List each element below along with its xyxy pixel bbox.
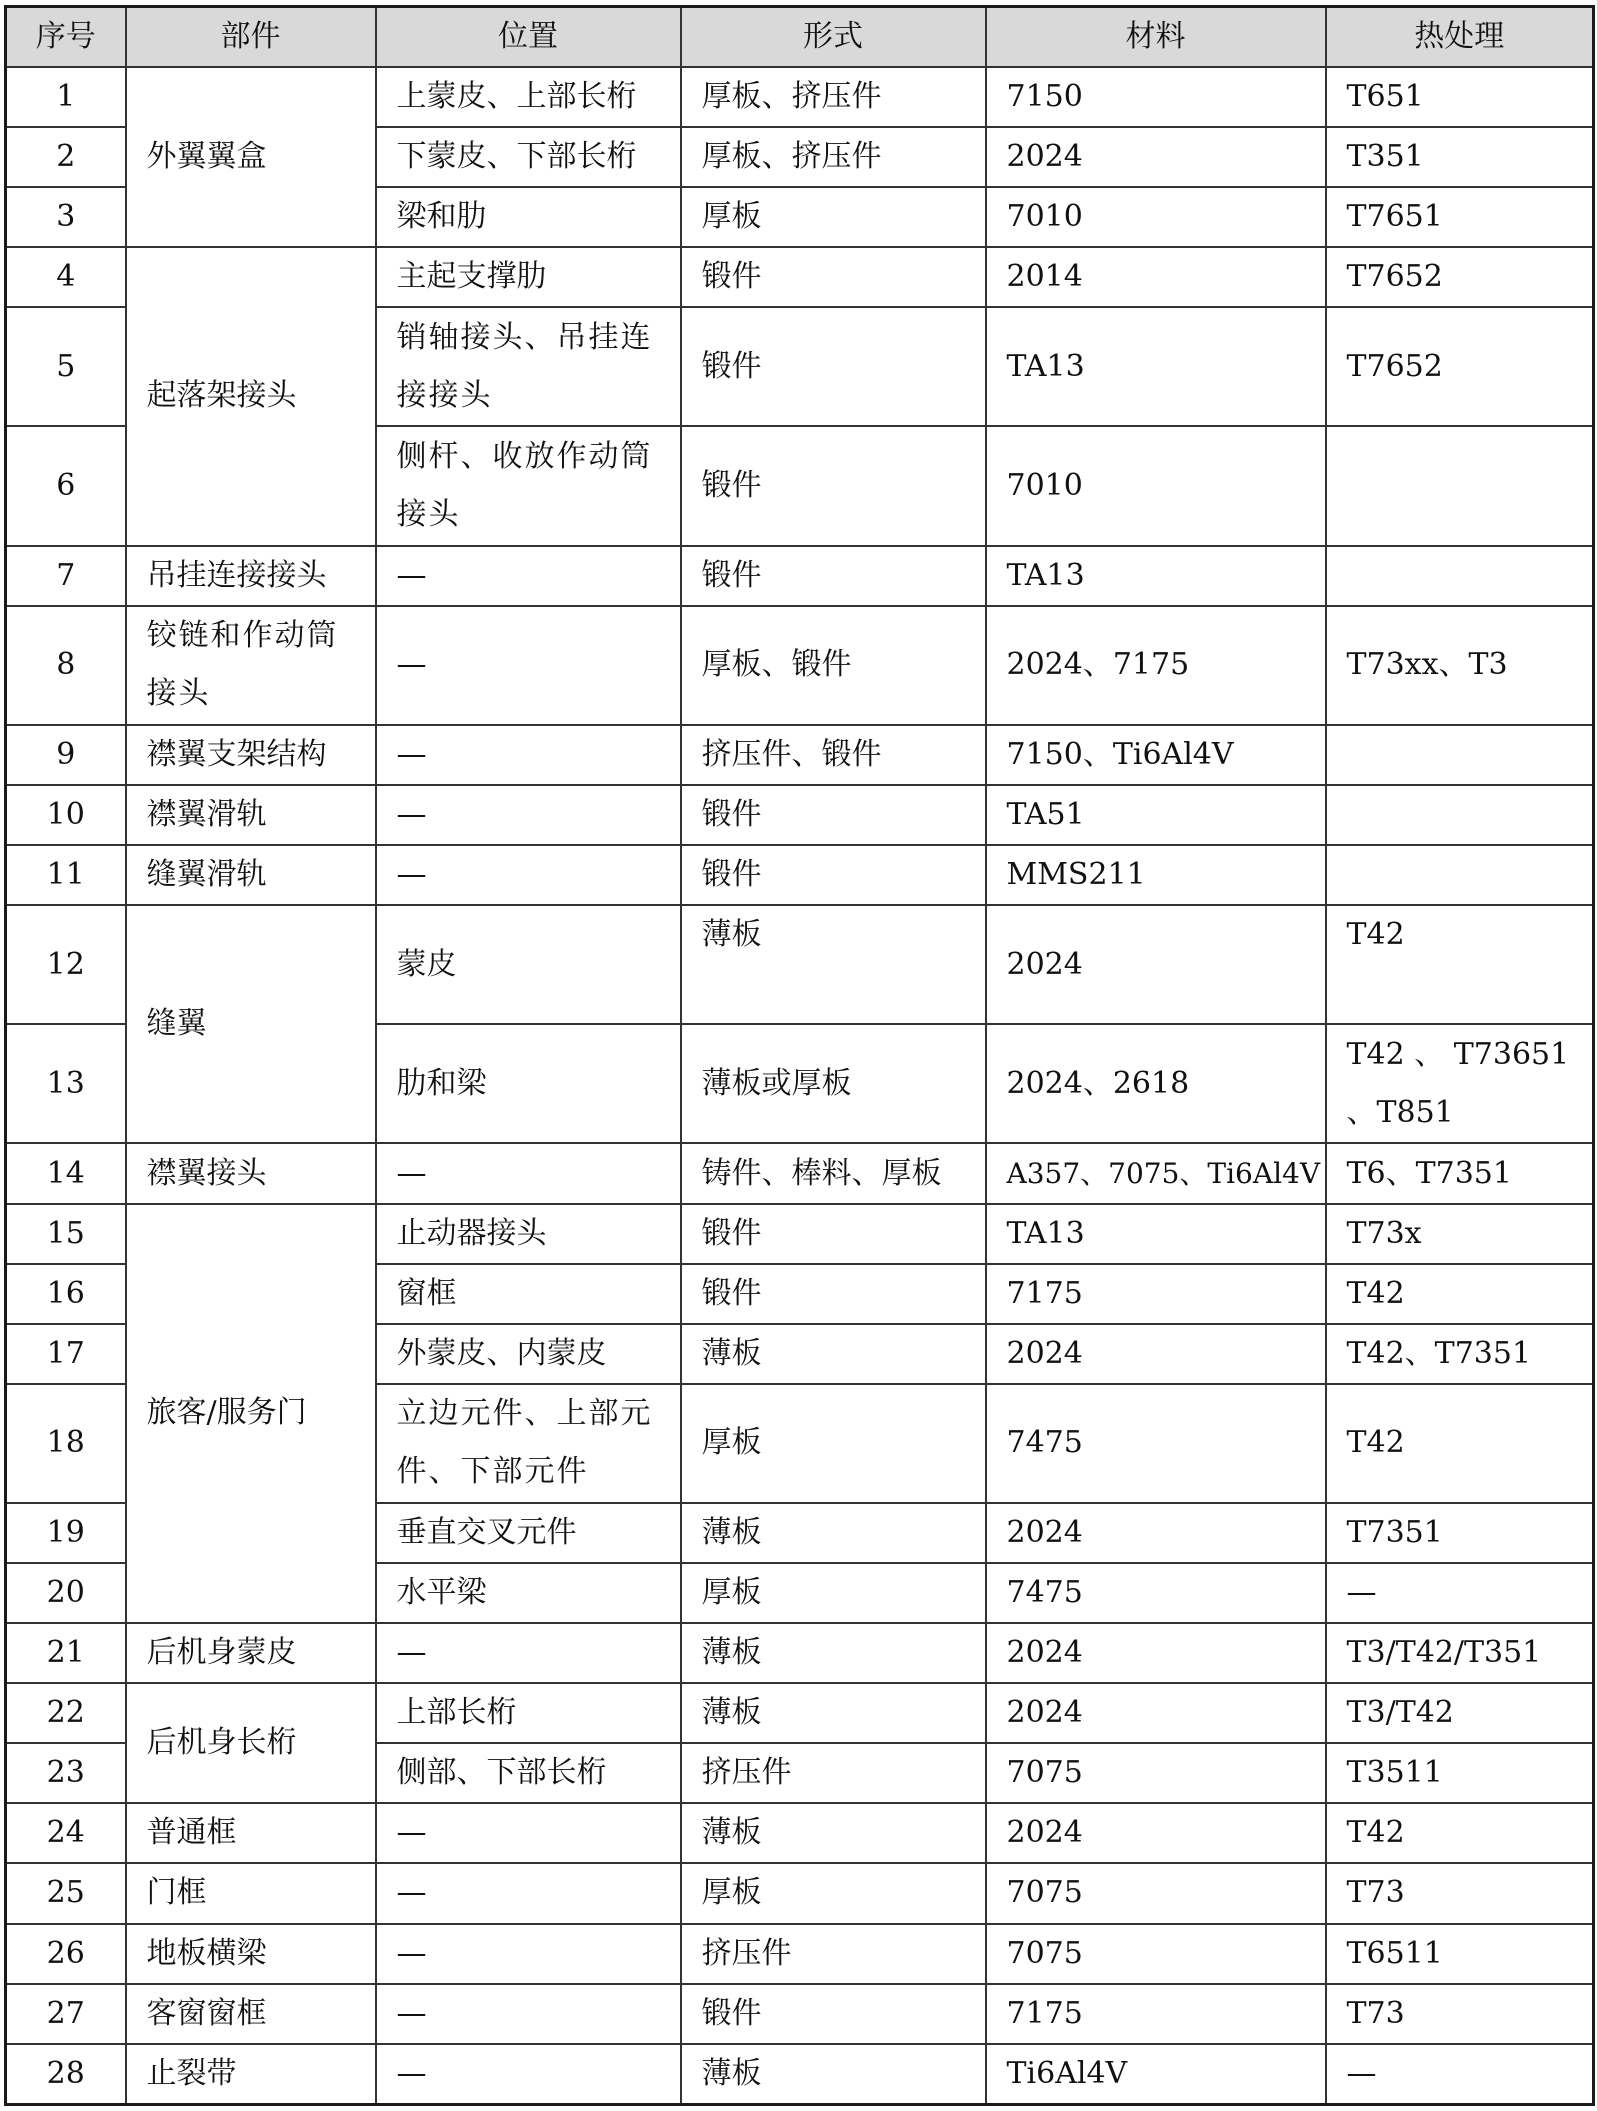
table-row	[6, 247, 1594, 307]
position-cell: 立边元件、上部元件、下部元件	[376, 1384, 681, 1503]
heat-treatment-cell: T73	[1326, 1984, 1594, 2044]
form-cell: 厚板	[681, 1384, 986, 1503]
form-cell: 薄板	[681, 1503, 986, 1563]
row-number: 19	[6, 1503, 126, 1563]
material-cell: 2024	[986, 1503, 1326, 1563]
position-cell: —	[376, 1984, 681, 2044]
part-cell: 襟翼接头	[126, 1143, 376, 1203]
row-number: 7	[6, 546, 126, 606]
heat-treatment-cell: T7351	[1326, 1503, 1594, 1563]
form-cell: 锻件	[681, 247, 986, 307]
form-cell: 薄板	[681, 1683, 986, 1743]
row-number: 25	[6, 1863, 126, 1923]
material-cell: 2024	[986, 1324, 1326, 1384]
table-row	[6, 1924, 1594, 1984]
form-cell: 厚板、挤压件	[681, 127, 986, 187]
heat-treatment-cell: T42	[1326, 1384, 1594, 1503]
form-cell: 厚板	[681, 1863, 986, 1923]
table-row	[6, 1623, 1594, 1683]
row-number: 3	[6, 187, 126, 247]
material-cell: 7010	[986, 426, 1326, 545]
material-cell: 7150、Ti6Al4V	[986, 725, 1326, 785]
material-cell: A357、7075、Ti6Al4V	[986, 1143, 1326, 1203]
position-cell: —	[376, 1143, 681, 1203]
material-cell: 7475	[986, 1384, 1326, 1503]
heat-treatment-cell: T73x	[1326, 1204, 1594, 1264]
heat-treatment-cell: T42	[1326, 905, 1594, 1024]
material-cell: TA13	[986, 307, 1326, 426]
position-cell: 垂直交叉元件	[376, 1503, 681, 1563]
row-number: 1	[6, 67, 126, 127]
position-cell: —	[376, 845, 681, 905]
heat-treatment-cell: T73	[1326, 1863, 1594, 1923]
material-cell: TA13	[986, 546, 1326, 606]
row-number: 13	[6, 1024, 126, 1143]
form-cell: 锻件	[681, 546, 986, 606]
position-cell: —	[376, 1803, 681, 1863]
heat-treatment-cell: T651	[1326, 67, 1594, 127]
form-cell: 厚板、锻件	[681, 606, 986, 725]
row-number: 15	[6, 1204, 126, 1264]
material-cell: 2024、2618	[986, 1024, 1326, 1143]
header-row	[6, 7, 1594, 68]
part-cell: 后机身长桁	[126, 1683, 376, 1803]
row-number: 11	[6, 845, 126, 905]
position-cell: 下蒙皮、下部长桁	[376, 127, 681, 187]
position-cell: 水平梁	[376, 1563, 681, 1623]
material-cell: 7010	[986, 187, 1326, 247]
position-cell: —	[376, 1863, 681, 1923]
position-cell: —	[376, 785, 681, 845]
form-cell: 铸件、棒料、厚板	[681, 1143, 986, 1203]
material-cell: 2024	[986, 1803, 1326, 1863]
material-cell: 7175	[986, 1264, 1326, 1324]
form-cell: 挤压件、锻件	[681, 725, 986, 785]
part-cell: 客窗窗框	[126, 1984, 376, 2044]
part-cell: 襟翼滑轨	[126, 785, 376, 845]
part-cell: 外翼翼盒	[126, 67, 376, 247]
heat-treatment-cell: T6511	[1326, 1924, 1594, 1984]
form-cell: 锻件	[681, 1984, 986, 2044]
heat-treatment-cell: T3/T42	[1326, 1683, 1594, 1743]
heat-treatment-cell: T7651	[1326, 187, 1594, 247]
row-number: 8	[6, 606, 126, 725]
table-row	[6, 606, 1594, 725]
header-part: 部件	[126, 7, 376, 68]
row-number: 27	[6, 1984, 126, 2044]
row-number: 23	[6, 1743, 126, 1803]
part-cell: 铰链和作动筒接头	[126, 606, 376, 725]
part-cell: 襟翼支架结构	[126, 725, 376, 785]
table-row	[6, 67, 1594, 127]
row-number: 21	[6, 1623, 126, 1683]
form-cell: 挤压件	[681, 1743, 986, 1803]
position-cell: 止动器接头	[376, 1204, 681, 1264]
form-cell: 锻件	[681, 845, 986, 905]
form-cell: 薄板	[681, 1324, 986, 1384]
position-cell: —	[376, 2044, 681, 2105]
form-cell: 薄板	[681, 2044, 986, 2105]
table-row	[6, 785, 1594, 845]
row-number: 22	[6, 1683, 126, 1743]
heat-treatment-cell	[1326, 426, 1594, 545]
header-no: 序号	[6, 7, 126, 68]
position-cell: 侧杆、收放作动筒接头	[376, 426, 681, 545]
position-cell: 上蒙皮、上部长桁	[376, 67, 681, 127]
heat-treatment-cell	[1326, 725, 1594, 785]
row-number: 9	[6, 725, 126, 785]
position-cell: 蒙皮	[376, 905, 681, 1024]
table-row	[6, 1143, 1594, 1203]
part-cell: 缝翼	[126, 905, 376, 1143]
table-row	[6, 1863, 1594, 1923]
position-cell: —	[376, 1623, 681, 1683]
part-cell: 后机身蒙皮	[126, 1623, 376, 1683]
heat-treatment-cell: T42	[1326, 1264, 1594, 1324]
row-number: 5	[6, 307, 126, 426]
material-cell: 7175	[986, 1984, 1326, 2044]
position-cell: —	[376, 725, 681, 785]
part-cell: 止裂带	[126, 2044, 376, 2105]
heat-treatment-cell: —	[1326, 1563, 1594, 1623]
form-cell: 锻件	[681, 1204, 986, 1264]
position-cell: 肋和梁	[376, 1024, 681, 1143]
position-cell: 销轴接头、吊挂连接接头	[376, 307, 681, 426]
position-cell: 侧部、下部长桁	[376, 1743, 681, 1803]
position-cell: —	[376, 546, 681, 606]
row-number: 20	[6, 1563, 126, 1623]
position-cell: 梁和肋	[376, 187, 681, 247]
heat-treatment-cell: T7652	[1326, 247, 1594, 307]
table-row	[6, 1204, 1594, 1264]
row-number: 16	[6, 1264, 126, 1324]
heat-treatment-cell: T42、T7351	[1326, 1324, 1594, 1384]
material-cell: 2024	[986, 1623, 1326, 1683]
heat-treatment-cell: T3511	[1326, 1743, 1594, 1803]
material-cell: TA51	[986, 785, 1326, 845]
heat-treatment-cell: T42 、 T73651 、T851	[1326, 1024, 1594, 1143]
form-cell: 锻件	[681, 785, 986, 845]
position-cell: 外蒙皮、内蒙皮	[376, 1324, 681, 1384]
table-row	[6, 845, 1594, 905]
row-number: 2	[6, 127, 126, 187]
heat-treatment-cell: T6、T7351	[1326, 1143, 1594, 1203]
form-cell: 挤压件	[681, 1924, 986, 1984]
row-number: 10	[6, 785, 126, 845]
material-cell: Ti6Al4V	[986, 2044, 1326, 2105]
table-row	[6, 1683, 1594, 1743]
part-cell: 吊挂连接接头	[126, 546, 376, 606]
form-cell: 薄板	[681, 905, 986, 1024]
part-cell: 起落架接头	[126, 247, 376, 545]
part-cell: 地板横梁	[126, 1924, 376, 1984]
form-cell: 厚板、挤压件	[681, 67, 986, 127]
material-cell: TA13	[986, 1204, 1326, 1264]
row-number: 6	[6, 426, 126, 545]
heat-treatment-cell: T73xx、T3	[1326, 606, 1594, 725]
form-cell: 厚板	[681, 187, 986, 247]
material-cell: 7150	[986, 67, 1326, 127]
position-cell: 主起支撑肋	[376, 247, 681, 307]
material-cell: 7075	[986, 1924, 1326, 1984]
row-number: 14	[6, 1143, 126, 1203]
position-cell: 窗框	[376, 1264, 681, 1324]
material-cell: 7075	[986, 1743, 1326, 1803]
row-number: 24	[6, 1803, 126, 1863]
form-cell: 薄板	[681, 1623, 986, 1683]
material-cell: 7475	[986, 1563, 1326, 1623]
heat-treatment-cell: T3/T42/T351	[1326, 1623, 1594, 1683]
position-cell: —	[376, 1924, 681, 1984]
heat-treatment-cell: T351	[1326, 127, 1594, 187]
row-number: 17	[6, 1324, 126, 1384]
table-row	[6, 1803, 1594, 1863]
header-position: 位置	[376, 7, 681, 68]
table-row	[6, 725, 1594, 785]
form-cell: 锻件	[681, 426, 986, 545]
part-cell: 缝翼滑轨	[126, 845, 376, 905]
material-cell: 2024	[986, 905, 1326, 1024]
material-cell: 2024	[986, 127, 1326, 187]
table-row	[6, 2044, 1594, 2105]
material-cell: 2024、7175	[986, 606, 1326, 725]
part-cell: 门框	[126, 1863, 376, 1923]
material-cell: 2024	[986, 1683, 1326, 1743]
table-row	[6, 1984, 1594, 2044]
header-heat-treatment: 热处理	[1326, 7, 1594, 68]
header-material: 材料	[986, 7, 1326, 68]
position-cell: 上部长桁	[376, 1683, 681, 1743]
form-cell: 锻件	[681, 307, 986, 426]
form-cell: 薄板或厚板	[681, 1024, 986, 1143]
heat-treatment-cell: —	[1326, 2044, 1594, 2105]
heat-treatment-cell	[1326, 785, 1594, 845]
form-cell: 厚板	[681, 1563, 986, 1623]
row-number: 26	[6, 1924, 126, 1984]
table-row	[6, 905, 1594, 1024]
heat-treatment-cell	[1326, 546, 1594, 606]
row-number: 18	[6, 1384, 126, 1503]
materials-table	[4, 5, 1595, 2106]
material-cell: 7075	[986, 1863, 1326, 1923]
material-cell: 2014	[986, 247, 1326, 307]
table-row	[6, 546, 1594, 606]
material-cell: MMS211	[986, 845, 1326, 905]
row-number: 12	[6, 905, 126, 1024]
form-cell: 薄板	[681, 1803, 986, 1863]
heat-treatment-cell: T42	[1326, 1803, 1594, 1863]
header-form: 形式	[681, 7, 986, 68]
position-cell: —	[376, 606, 681, 725]
part-cell: 普通框	[126, 1803, 376, 1863]
part-cell: 旅客/服务门	[126, 1204, 376, 1624]
heat-treatment-cell: T7652	[1326, 307, 1594, 426]
row-number: 4	[6, 247, 126, 307]
row-number: 28	[6, 2044, 126, 2105]
heat-treatment-cell	[1326, 845, 1594, 905]
form-cell: 锻件	[681, 1264, 986, 1324]
